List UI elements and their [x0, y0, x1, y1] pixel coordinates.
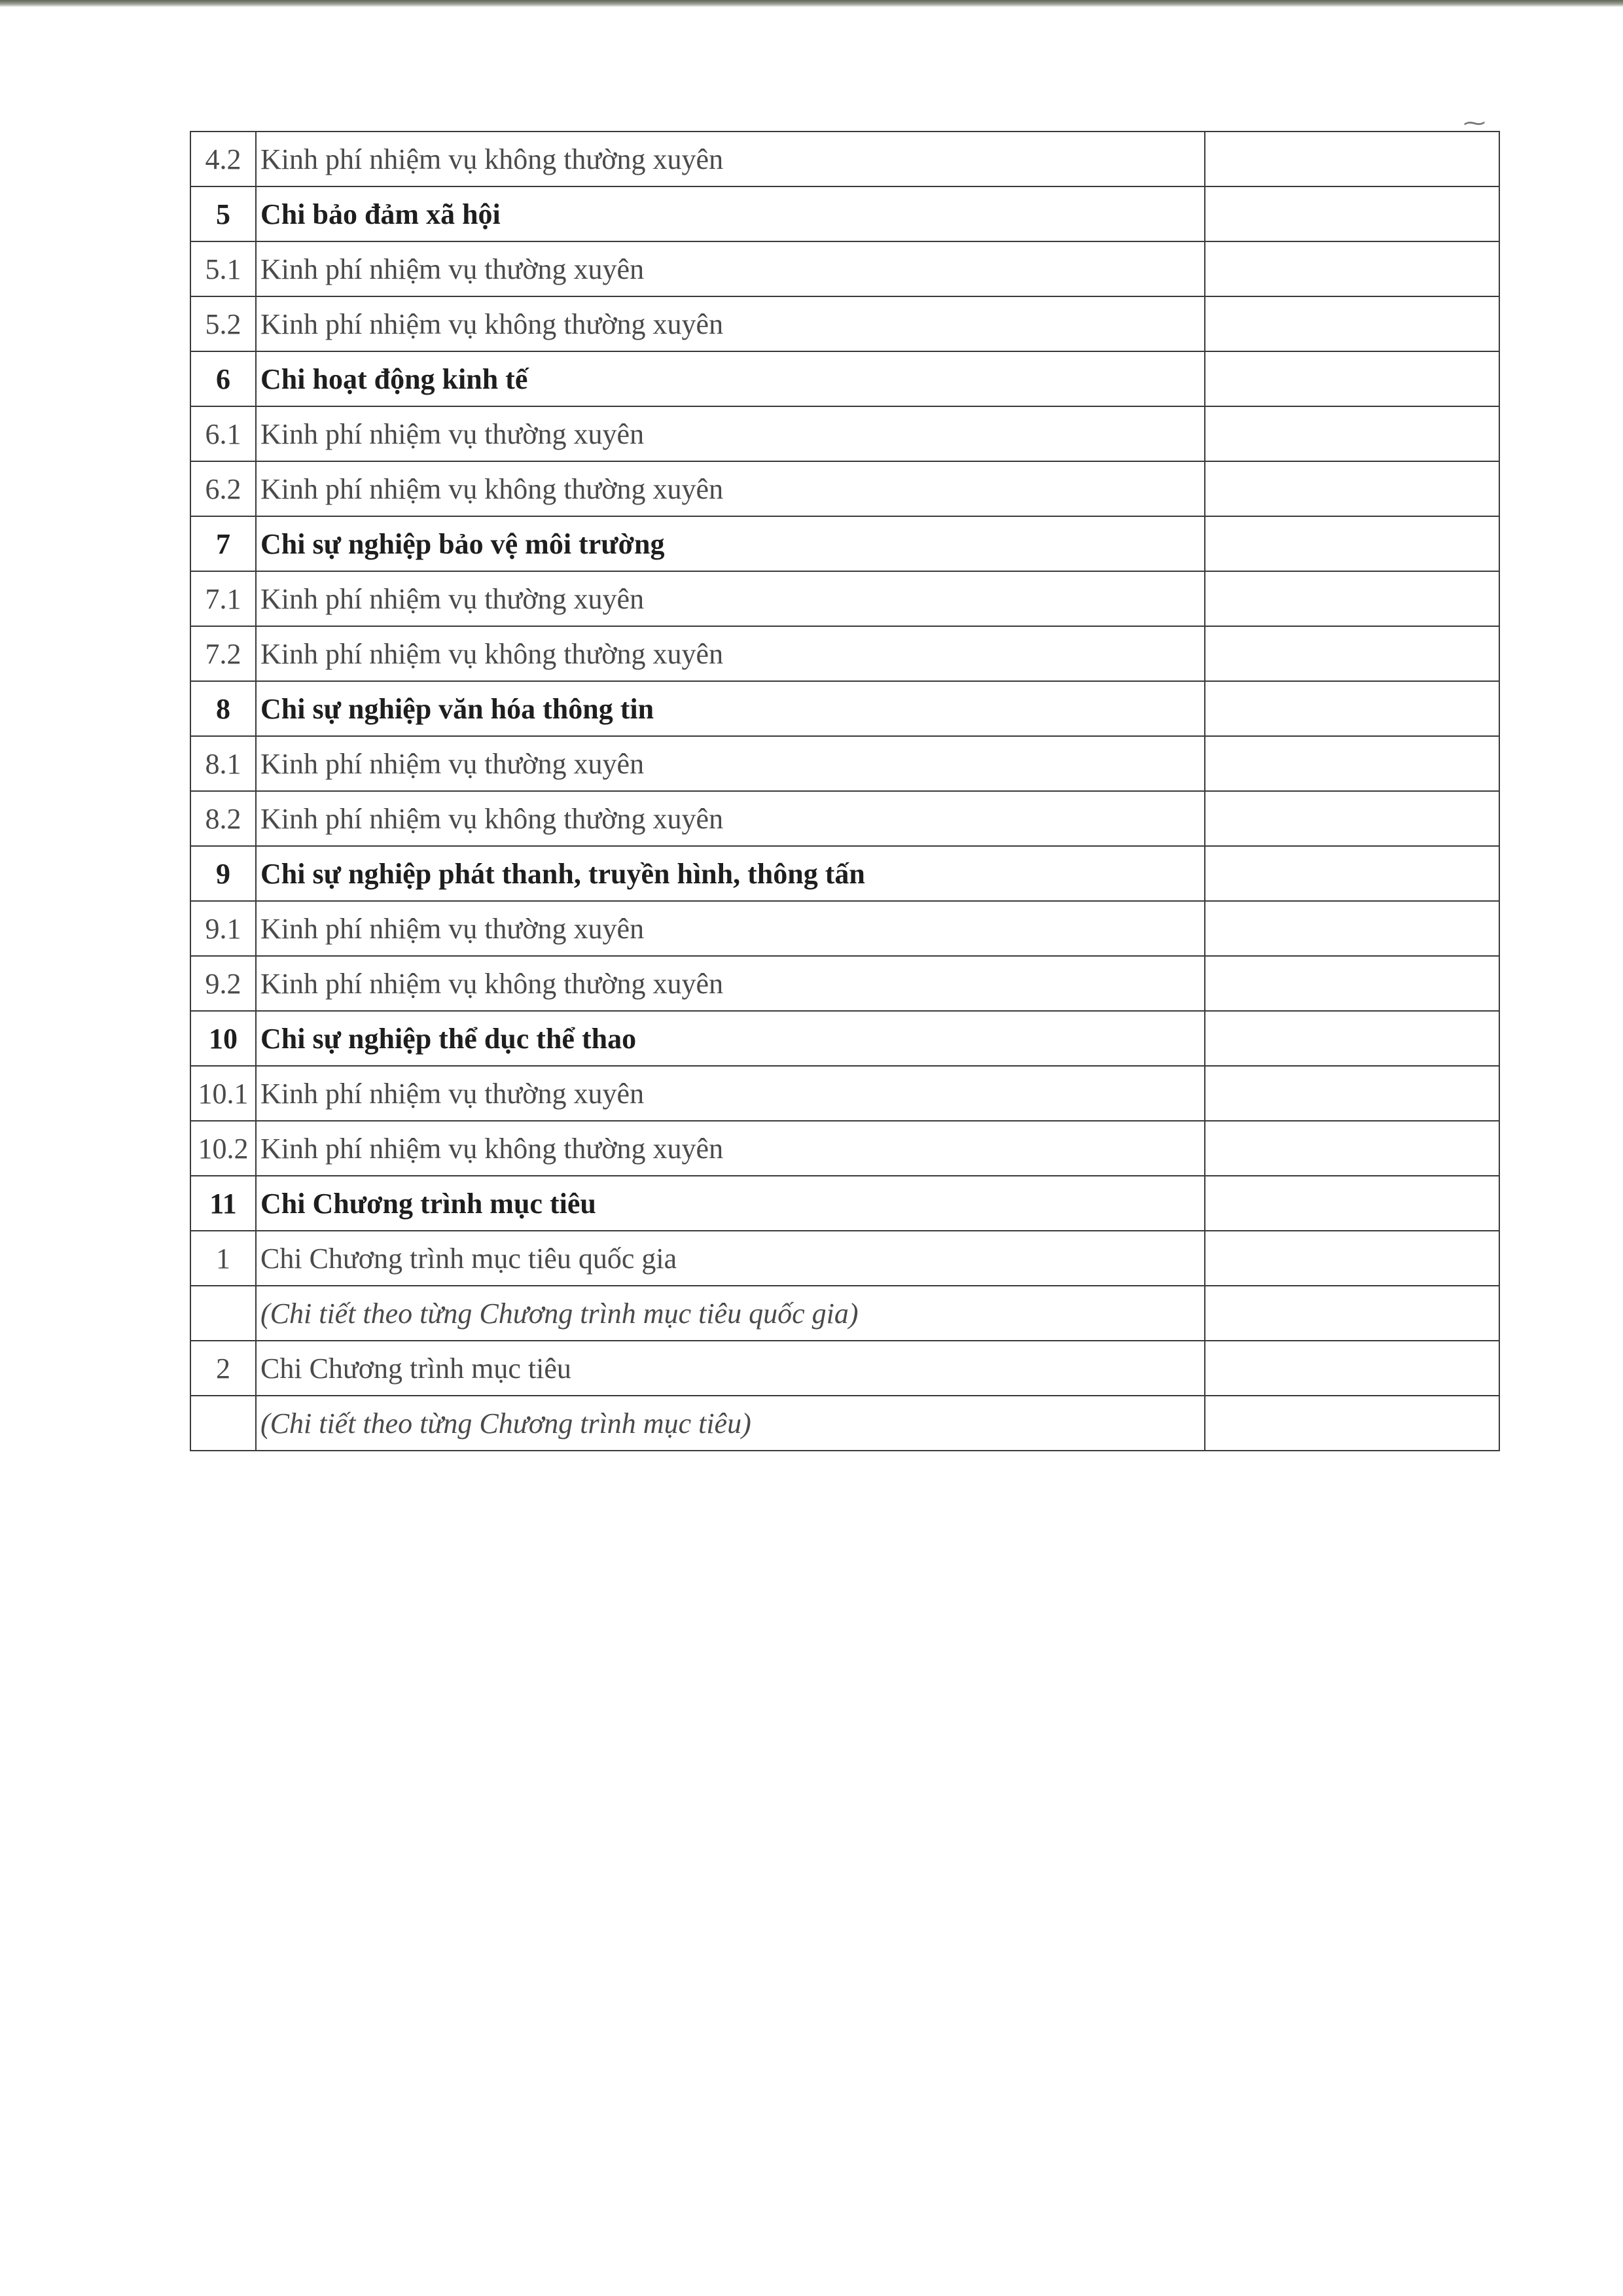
table-row: [190, 736, 1499, 791]
row-value: [1205, 791, 1499, 846]
row-number: 7.1: [190, 571, 256, 626]
row-item-name: Chi sự nghiệp văn hóa thông tin: [256, 681, 1205, 736]
table-row: [190, 186, 1499, 241]
table-row: [190, 901, 1499, 956]
table-row: [190, 461, 1499, 516]
row-value: [1205, 1396, 1499, 1451]
row-value: [1205, 681, 1499, 736]
row-value: [1205, 1121, 1499, 1176]
budget-table: [190, 131, 1500, 1451]
row-value: [1205, 1176, 1499, 1231]
row-item-name: Chi sự nghiệp bảo vệ môi trường: [256, 516, 1205, 571]
row-value: [1205, 736, 1499, 791]
row-number: 10.2: [190, 1121, 256, 1176]
row-value: [1205, 1231, 1499, 1286]
row-number: 9: [190, 846, 256, 901]
row-value: [1205, 351, 1499, 406]
row-item-name: Chi Chương trình mục tiêu: [256, 1341, 1205, 1396]
row-value: [1205, 956, 1499, 1011]
row-number: 5: [190, 186, 256, 241]
row-number: 8.2: [190, 791, 256, 846]
row-item-name: (Chi tiết theo từng Chương trình mục tiêu): [256, 1396, 1205, 1451]
row-number: [190, 1286, 256, 1341]
table-row: [190, 1121, 1499, 1176]
row-number: [190, 1396, 256, 1451]
row-item-name: Chi Chương trình mục tiêu quốc gia: [256, 1231, 1205, 1286]
row-number: 6.2: [190, 461, 256, 516]
row-value: [1205, 901, 1499, 956]
table-row: [190, 516, 1499, 571]
row-number: 6.1: [190, 406, 256, 461]
row-value: [1205, 1011, 1499, 1066]
row-number: 11: [190, 1176, 256, 1231]
table-row: [190, 571, 1499, 626]
row-value: [1205, 241, 1499, 296]
row-value: [1205, 571, 1499, 626]
table-row: [190, 132, 1499, 186]
row-item-name: Chi Chương trình mục tiêu: [256, 1176, 1205, 1231]
table-row: [190, 1176, 1499, 1231]
table-row: [190, 296, 1499, 351]
table-row: [190, 846, 1499, 901]
row-value: [1205, 846, 1499, 901]
row-number: 6: [190, 351, 256, 406]
row-item-name: Kinh phí nhiệm vụ không thường xuyên: [256, 296, 1205, 351]
row-number: 1: [190, 1231, 256, 1286]
row-value: [1205, 296, 1499, 351]
row-number: 5.1: [190, 241, 256, 296]
row-item-name: (Chi tiết theo từng Chương trình mục tiêu quốc gia): [256, 1286, 1205, 1341]
table-row: [190, 956, 1499, 1011]
table-row: [190, 1341, 1499, 1396]
table-row: [190, 1396, 1499, 1451]
row-value: [1205, 1341, 1499, 1396]
row-number: 7: [190, 516, 256, 571]
row-number: 8: [190, 681, 256, 736]
row-item-name: Kinh phí nhiệm vụ không thường xuyên: [256, 132, 1205, 186]
row-number: 9.2: [190, 956, 256, 1011]
table-row: [190, 1231, 1499, 1286]
row-item-name: Chi hoạt động kinh tế: [256, 351, 1205, 406]
row-item-name: Kinh phí nhiệm vụ thường xuyên: [256, 736, 1205, 791]
row-number: 7.2: [190, 626, 256, 681]
table-row: [190, 241, 1499, 296]
row-item-name: Kinh phí nhiệm vụ thường xuyên: [256, 241, 1205, 296]
row-value: [1205, 186, 1499, 241]
row-value: [1205, 1286, 1499, 1341]
row-item-name: Chi sự nghiệp thể dục thể thao: [256, 1011, 1205, 1066]
row-item-name: Kinh phí nhiệm vụ không thường xuyên: [256, 626, 1205, 681]
row-value: [1205, 516, 1499, 571]
table-row: [190, 1011, 1499, 1066]
table-row: [190, 351, 1499, 406]
row-item-name: Kinh phí nhiệm vụ không thường xuyên: [256, 956, 1205, 1011]
row-number: 10: [190, 1011, 256, 1066]
row-number: 9.1: [190, 901, 256, 956]
row-number: 4.2: [190, 132, 256, 186]
row-item-name: Chi bảo đảm xã hội: [256, 186, 1205, 241]
row-item-name: Chi sự nghiệp phát thanh, truyền hình, thông tấn: [256, 846, 1205, 901]
row-item-name: Kinh phí nhiệm vụ thường xuyên: [256, 406, 1205, 461]
row-item-name: Kinh phí nhiệm vụ không thường xuyên: [256, 791, 1205, 846]
budget-table-body: [190, 132, 1499, 1451]
row-item-name: Kinh phí nhiệm vụ thường xuyên: [256, 571, 1205, 626]
table-row: [190, 1066, 1499, 1121]
row-value: [1205, 132, 1499, 186]
table-row: [190, 1286, 1499, 1341]
table-row: [190, 681, 1499, 736]
table-row: [190, 406, 1499, 461]
row-value: [1205, 461, 1499, 516]
row-number: 8.1: [190, 736, 256, 791]
row-item-name: Kinh phí nhiệm vụ không thường xuyên: [256, 1121, 1205, 1176]
table-row: [190, 626, 1499, 681]
row-value: [1205, 626, 1499, 681]
row-item-name: Kinh phí nhiệm vụ thường xuyên: [256, 901, 1205, 956]
row-item-name: Kinh phí nhiệm vụ thường xuyên: [256, 1066, 1205, 1121]
row-item-name: Kinh phí nhiệm vụ không thường xuyên: [256, 461, 1205, 516]
row-number: 2: [190, 1341, 256, 1396]
scan-edge-shadow: [0, 0, 1623, 7]
row-number: 5.2: [190, 296, 256, 351]
table-row: [190, 791, 1499, 846]
staple-mark-icon: ⁓: [1463, 110, 1486, 136]
row-value: [1205, 1066, 1499, 1121]
row-number: 10.1: [190, 1066, 256, 1121]
row-value: [1205, 406, 1499, 461]
